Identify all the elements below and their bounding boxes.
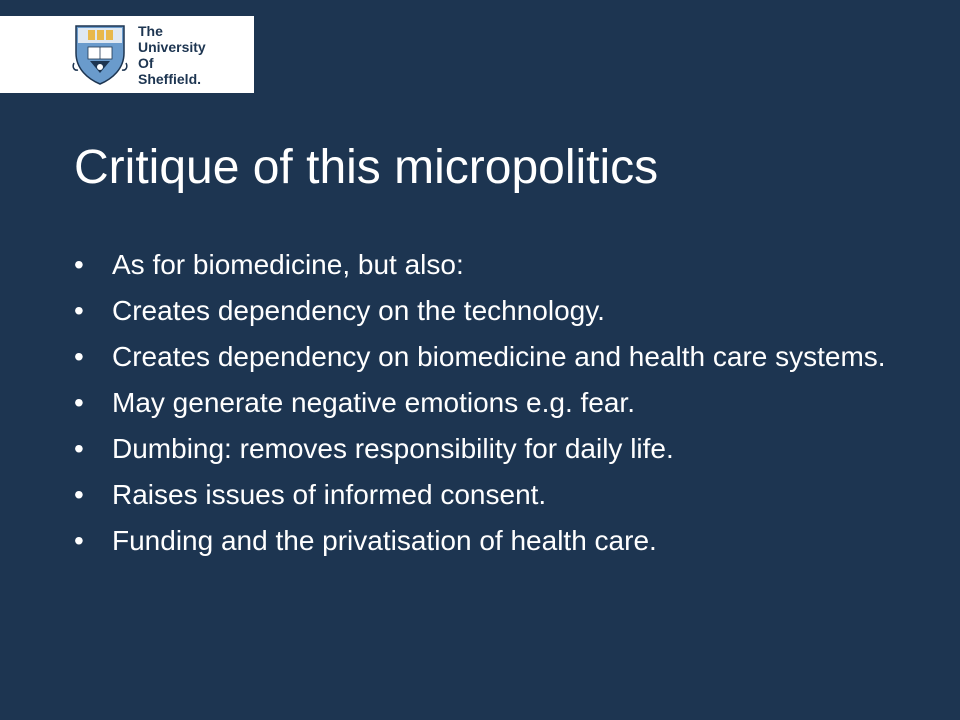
bullet-icon: • bbox=[74, 295, 84, 326]
bullet-item bbox=[74, 434, 894, 464]
bullet-icon: • bbox=[74, 433, 84, 464]
bullet-icon: • bbox=[74, 387, 84, 418]
university-logo bbox=[0, 16, 254, 93]
bullet-icon: • bbox=[74, 249, 84, 280]
bullet-text: Dumbing: removes responsibility for daily life. bbox=[112, 433, 674, 464]
bullet-item bbox=[74, 388, 894, 418]
university-crest-icon bbox=[70, 23, 130, 87]
bullet-icon: • bbox=[74, 341, 84, 372]
bullet-item bbox=[74, 250, 894, 280]
bullet-item bbox=[74, 296, 894, 326]
bullet-text: Creates dependency on the technology. bbox=[112, 295, 605, 326]
logo-line-3: Of bbox=[138, 55, 154, 71]
university-name bbox=[138, 23, 206, 87]
slide-title: Critique of this micropolitics bbox=[74, 141, 659, 194]
bullet-list bbox=[74, 250, 894, 572]
bullet-text: As for biomedicine, but also: bbox=[112, 249, 464, 280]
bullet-icon: • bbox=[74, 479, 84, 510]
bullet-item bbox=[74, 342, 894, 372]
bullet-icon: • bbox=[74, 525, 84, 556]
bullet-item bbox=[74, 526, 894, 556]
bullet-text: Creates dependency on biomedicine and health care systems. bbox=[112, 341, 886, 372]
bullet-text: May generate negative emotions e.g. fear. bbox=[112, 387, 635, 418]
logo-line-1: The bbox=[138, 23, 163, 39]
logo-line-2: University bbox=[138, 39, 206, 55]
bullet-text: Funding and the privatisation of health care. bbox=[112, 525, 657, 556]
bullet-text: Raises issues of informed consent. bbox=[112, 479, 547, 510]
logo-line-4: Sheffield. bbox=[138, 71, 202, 87]
bullet-item bbox=[74, 480, 894, 510]
